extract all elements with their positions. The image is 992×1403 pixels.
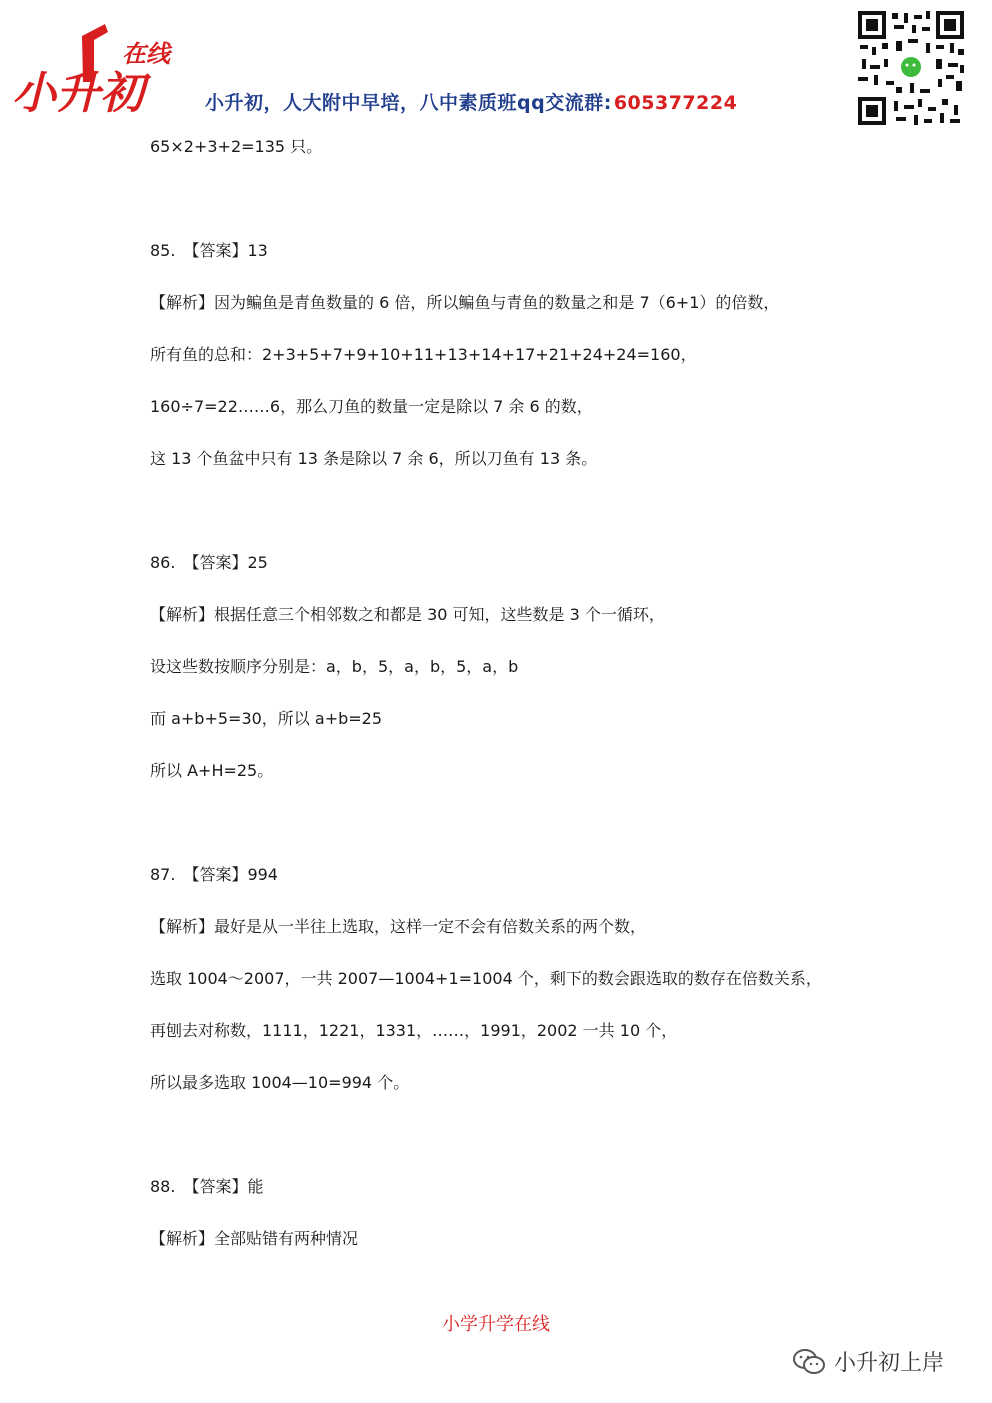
text-line: 所有鱼的总和：2+3+5+7+9+10+11+13+14+17+21+24+24=160， bbox=[150, 345, 697, 364]
qr-code-icon bbox=[856, 9, 966, 127]
footer-title: 小学升学在线 bbox=[442, 1314, 550, 1335]
text-line: 这 13 个鱼盆中只有 13 条是除以 7 余 6，所以刀鱼有 13 条。 bbox=[150, 449, 598, 468]
logo bbox=[10, 22, 180, 122]
logo-small-text: 在线 bbox=[122, 41, 170, 68]
logo-big-text: 小升初 bbox=[12, 69, 144, 118]
question-86-answer: 86. 【答案】25 bbox=[150, 553, 268, 572]
text-line: 65×2+3+2=135 只。 bbox=[150, 137, 323, 156]
text-line: 选取 1004～2007，一共 2007—1004+1=1004 个，剩下的数会跟选取的数存在倍数关系， bbox=[150, 969, 822, 988]
text-line: 【解析】最好是从一半往上选取，这样一定不会有倍数关系的两个数， bbox=[150, 917, 647, 936]
watermark-text: 小升初上岸 bbox=[834, 1351, 945, 1376]
text-line: 【解析】因为鳊鱼是青鱼数量的 6 倍，所以鳊鱼与青鱼的数量之和是 7（6+1）的倍数， bbox=[150, 293, 780, 312]
text-line: 设这些数按顺序分别是：a，b，5，a，b，5，a，b bbox=[150, 657, 519, 676]
wechat-icon bbox=[792, 1348, 826, 1376]
header-group-info bbox=[205, 88, 737, 115]
wechat-watermark bbox=[792, 1346, 944, 1377]
text-line: 160÷7=22……6，那么刀鱼的数量一定是除以 7 余 6 的数， bbox=[150, 397, 593, 416]
text-line: 所以最多选取 1004—10=994 个。 bbox=[150, 1073, 410, 1092]
text-line: 【解析】全部贴错有两种情况 bbox=[150, 1229, 359, 1248]
question-87-answer: 87. 【答案】994 bbox=[150, 865, 278, 884]
text-line: 【解析】根据任意三个相邻数之和都是 30 可知，这些数是 3 个一循环， bbox=[150, 605, 665, 624]
question-85-answer: 85. 【答案】13 bbox=[150, 241, 268, 260]
question-88-answer: 88. 【答案】能 bbox=[150, 1177, 264, 1196]
logo-graphic bbox=[10, 22, 180, 122]
text-line: 所以 A+H=25。 bbox=[150, 761, 274, 780]
group-number: 605377224 bbox=[613, 92, 738, 114]
group-label: 小升初，人大附中早培，八中素质班qq交流群: bbox=[205, 92, 612, 114]
text-line: 而 a+b+5=30，所以 a+b=25 bbox=[150, 709, 383, 728]
text-line: 再刨去对称数，1111，1221，1331，……，1991，2002 一共 10 个， bbox=[150, 1021, 678, 1040]
